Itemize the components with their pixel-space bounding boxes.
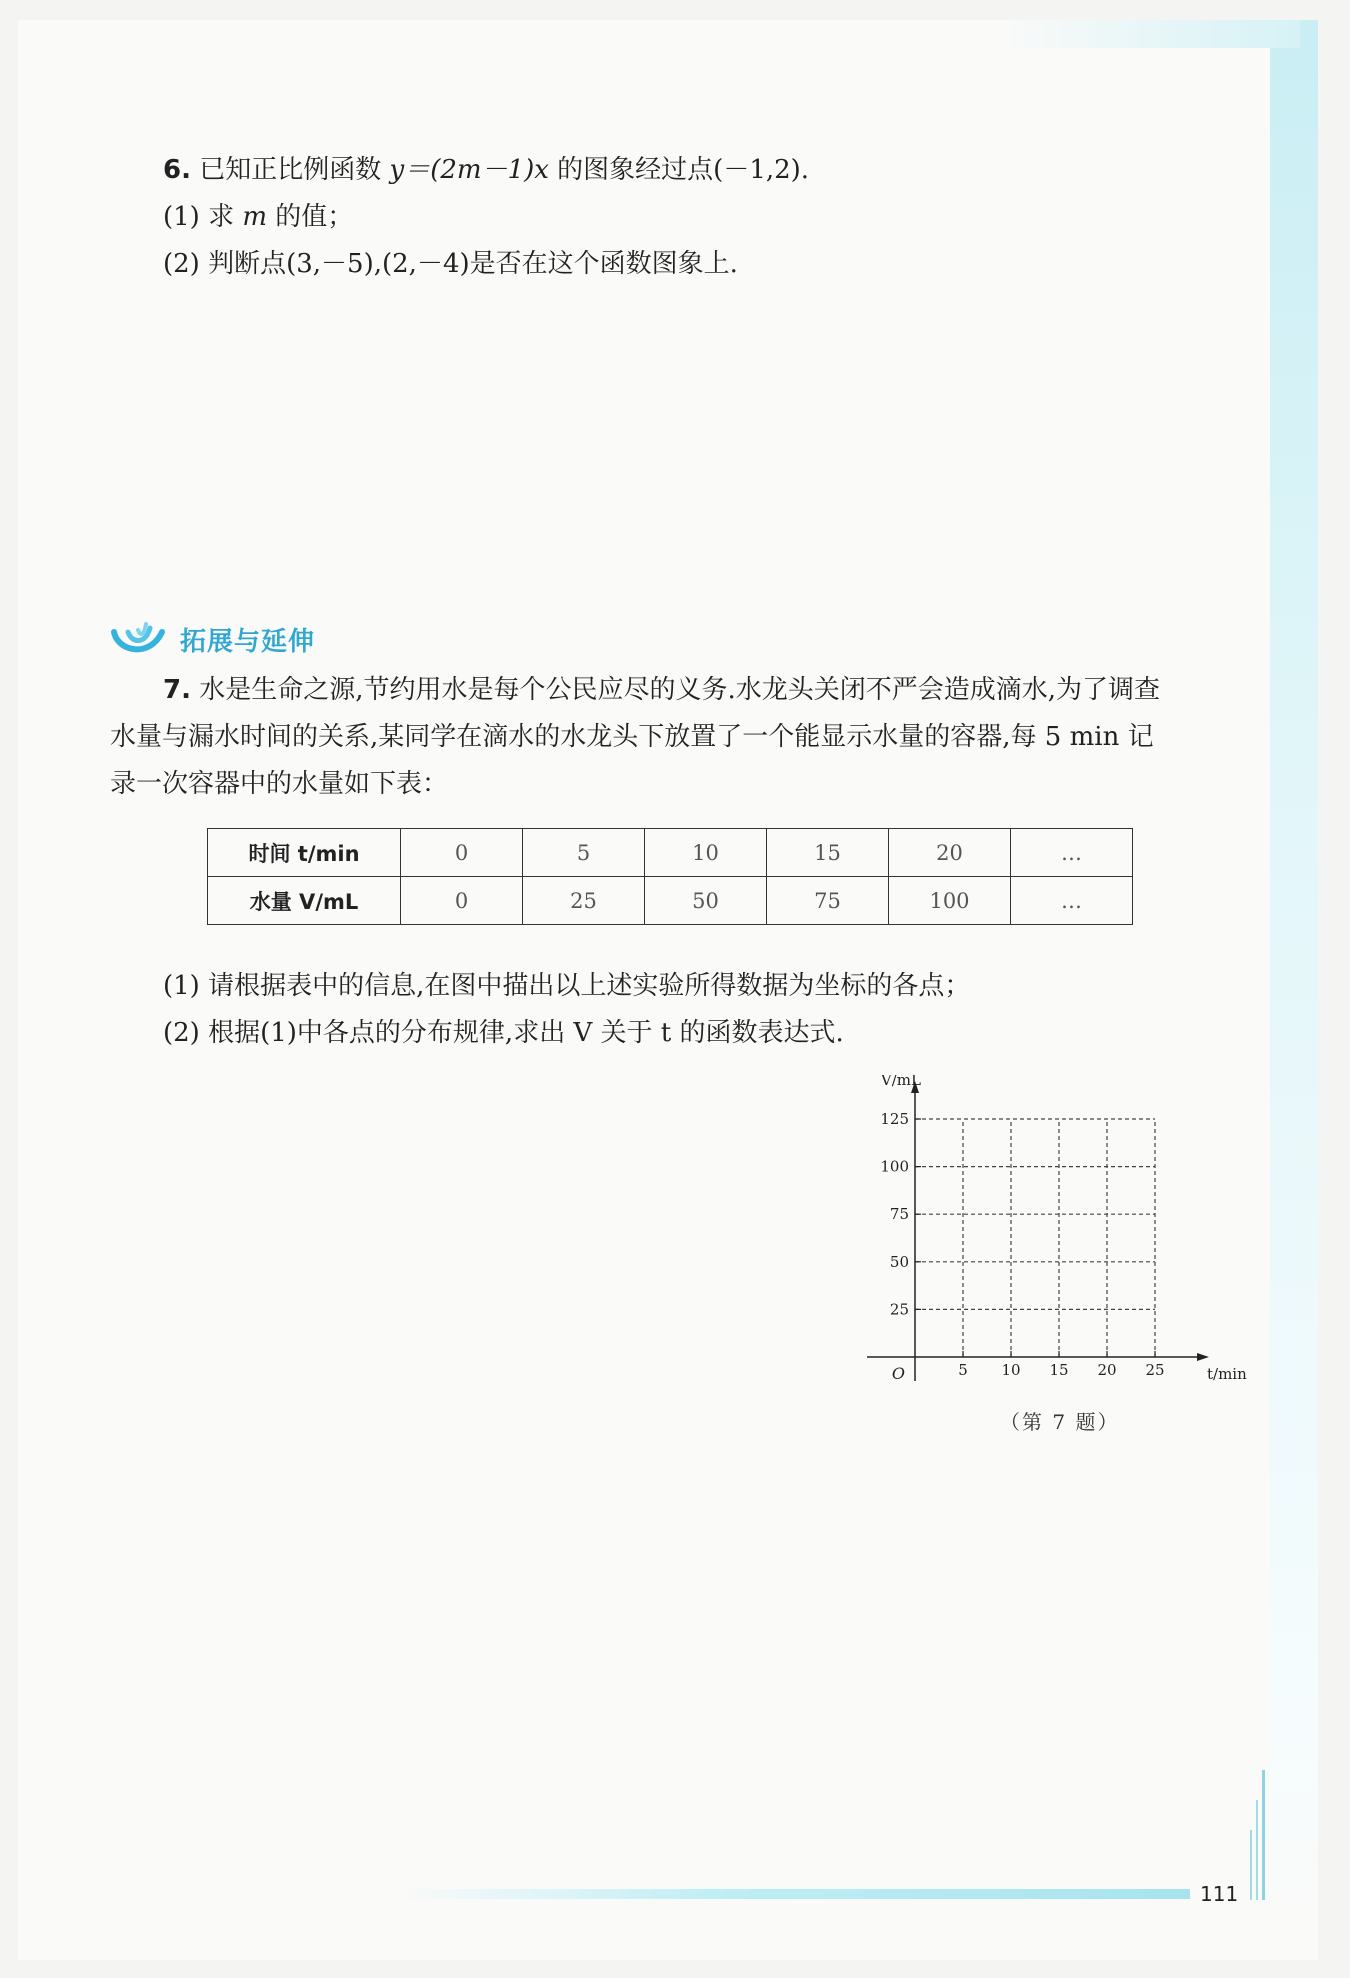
- bottom-decorative-rule: [400, 1889, 1190, 1899]
- table-cell: 50: [645, 877, 767, 925]
- x-tick-label: 10: [1001, 1361, 1021, 1379]
- x-tick-label: 15: [1049, 1361, 1069, 1379]
- x-tick-label: 5: [958, 1361, 968, 1379]
- q6-stem-post: 的图象经过点(－1,2).: [557, 155, 810, 185]
- q7-line1: [163, 672, 1160, 708]
- q6-part2: (2) 判断点(3,－5),(2,－4)是否在这个函数图象上.: [163, 249, 738, 279]
- table-cell: 75: [767, 877, 889, 925]
- figure-caption: （第 7 题）: [1000, 1410, 1120, 1434]
- y-tick-label: 125: [880, 1110, 909, 1128]
- table-cell: 0: [401, 877, 523, 925]
- table-row-volume: [208, 877, 1133, 925]
- q7-number: 7.: [163, 675, 191, 705]
- page-number: 111: [1200, 1882, 1239, 1906]
- x-tick-label: 20: [1097, 1361, 1117, 1379]
- x-axis-label: t/min: [1207, 1365, 1247, 1383]
- q7-coordinate-grid: [855, 1075, 1255, 1405]
- top-decorative-band: [1000, 20, 1300, 48]
- table-cell: …: [1011, 877, 1133, 925]
- q7-line3: 录一次容器中的水量如下表：: [110, 769, 449, 799]
- table-cell: 0: [401, 829, 523, 877]
- q6-formula: y＝(2m－1)x: [389, 155, 549, 185]
- q6-stem: [163, 152, 809, 188]
- swirl-wave-icon: [110, 618, 168, 660]
- table-cell: 10: [645, 829, 767, 877]
- table-cell: …: [1011, 829, 1133, 877]
- table-cell: 20: [889, 829, 1011, 877]
- origin-label: O: [891, 1364, 905, 1383]
- q7-part1: (1) 请根据表中的信息,在图中描出以上述实验所得数据为坐标的各点；: [163, 971, 971, 1001]
- table-header-time: 时间 t/min: [208, 829, 401, 877]
- table-cell: 100: [889, 877, 1011, 925]
- q7-line2: 水量与漏水时间的关系,某同学在滴水的水龙头下放置了一个能显示水量的容器,每 5 min 记: [110, 722, 1154, 752]
- table-header-volume: 水量 V/mL: [208, 877, 401, 925]
- q6-part1-post: 的值；: [275, 202, 354, 232]
- table-row-time: [208, 829, 1133, 877]
- table-cell: 15: [767, 829, 889, 877]
- vertical-bars-decoration: [1248, 1770, 1278, 1900]
- x-axis-arrow: [1197, 1353, 1209, 1361]
- y-tick-label: 100: [880, 1157, 909, 1176]
- section-header: [110, 612, 315, 666]
- q6-stem-pre: 已知正比例函数: [199, 155, 382, 185]
- right-decorative-band: [1270, 20, 1318, 1920]
- q7-data-table: [207, 828, 1133, 925]
- q7-part2: (2) 根据(1)中各点的分布规律,求出 V 关于 t 的函数表达式.: [163, 1018, 844, 1048]
- y-tick-label: 75: [889, 1205, 909, 1224]
- section-title: 拓展与延伸: [180, 626, 316, 657]
- q6-part1: [163, 199, 353, 235]
- table-cell: 25: [523, 877, 645, 925]
- x-tick-label: 25: [1145, 1361, 1165, 1379]
- q6-part1-var: m: [242, 202, 268, 232]
- table-cell: 5: [523, 829, 645, 877]
- q7-line1-text: 水是生命之源,节约用水是每个公民应尽的义务.水龙头关闭不严会造成滴水,为了调查: [199, 675, 1161, 705]
- y-tick-label: 50: [889, 1252, 909, 1271]
- y-tick-label: 25: [889, 1300, 909, 1319]
- q6-part1-pre: (1) 求: [163, 202, 235, 232]
- y-axis-label: V/mL: [880, 1075, 921, 1089]
- q6-number: 6.: [163, 155, 191, 185]
